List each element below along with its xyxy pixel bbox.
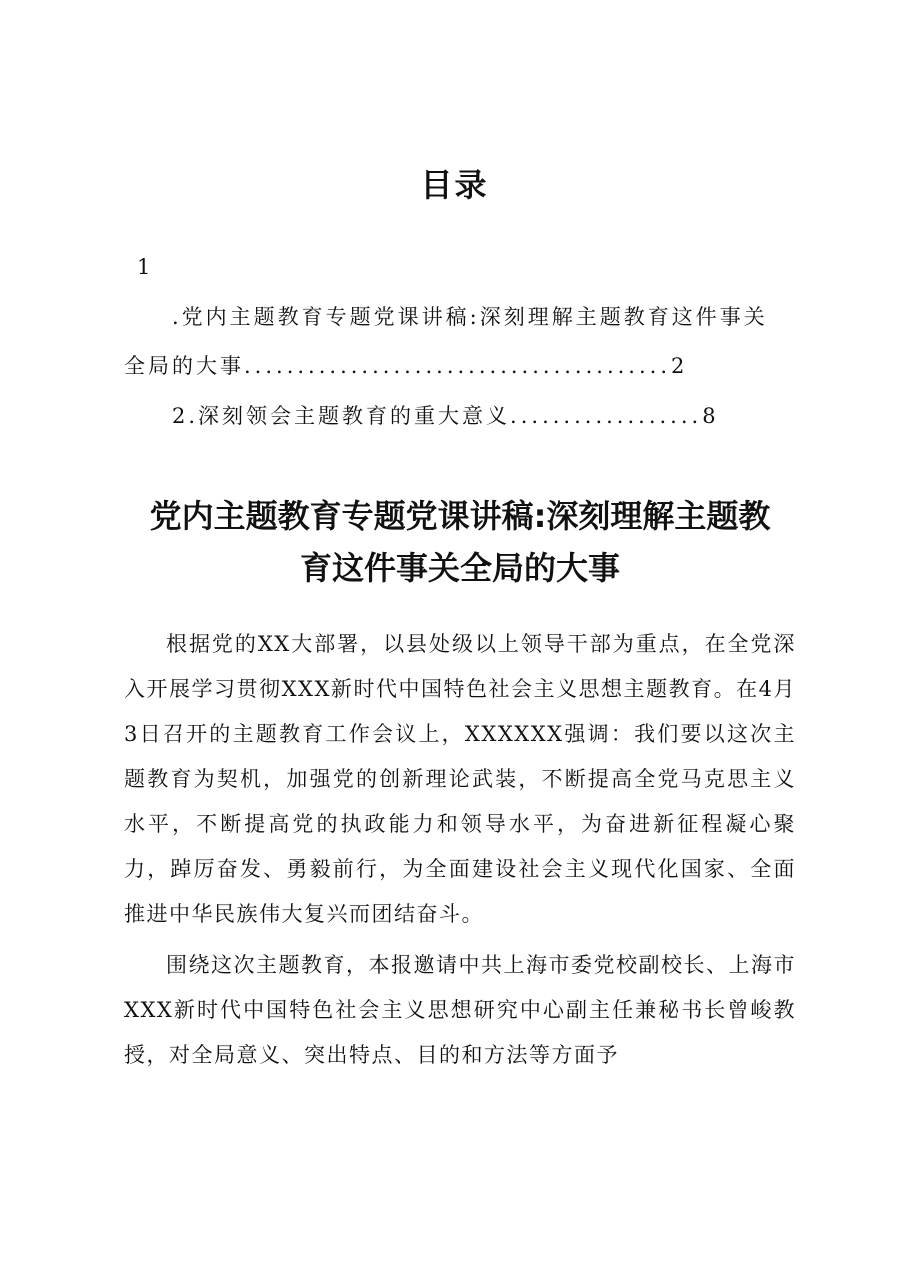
toc-entry-2[interactable] xyxy=(172,400,719,430)
article-title xyxy=(110,490,810,594)
body-paragraph-2: 围绕这次主题教育，本报邀请中共上海市委党校副校长、上海市XXX新时代中国特色社会主义思想研究中心副主任兼秘书长曾峻教授，对全局意义、突出特点、目的和方法等方面予 xyxy=(124,953,796,1067)
toc-entry-1-page-number: 2 xyxy=(671,354,688,378)
toc-entry-2-text: 2.深刻领会主题教育的重大意义 xyxy=(172,404,511,428)
article-body xyxy=(124,622,796,1084)
toc-entry-1-line-2[interactable] xyxy=(124,350,687,380)
toc-entry-2-page-number: 8 xyxy=(702,404,719,428)
article-title-line-1: 党内主题教育专题党课讲稿:深刻理解主题教 xyxy=(149,497,771,535)
toc-number-line: 1 xyxy=(137,255,154,279)
toc-entry-1-line-1[interactable]: .党内主题教育专题党课讲稿:深刻理解主题教育这件事关 xyxy=(172,305,768,329)
article-title-line-2: 育这件事关全局的大事 xyxy=(299,549,620,587)
toc-entry-1-text: 全局的大事 xyxy=(124,354,244,378)
toc-entry-2-leader-dots: .................. xyxy=(510,404,703,428)
toc-entry-1-leader-dots: ........................................ xyxy=(244,354,672,378)
toc-title: 目录 xyxy=(420,166,489,204)
body-paragraph-1: 根据党的XX大部署，以县处级以上领导干部为重点，在全党深入开展学习贯彻XXX新时代中国特色社会主义思想主题教育。在4月3日召开的主题教育工作会议上，XXXXXX强调：我们要以这次主题教育为契机，加强党的创新理论武装，不断提高全党马克思主义水平，不断提高党的执政能力和领导水平，为奋进新征程凝心聚力，踔厉奋发、勇毅前行，为全面建设社会主义现代化国家、全面推进中华民族伟大复兴而团结奋斗。 xyxy=(124,632,796,926)
